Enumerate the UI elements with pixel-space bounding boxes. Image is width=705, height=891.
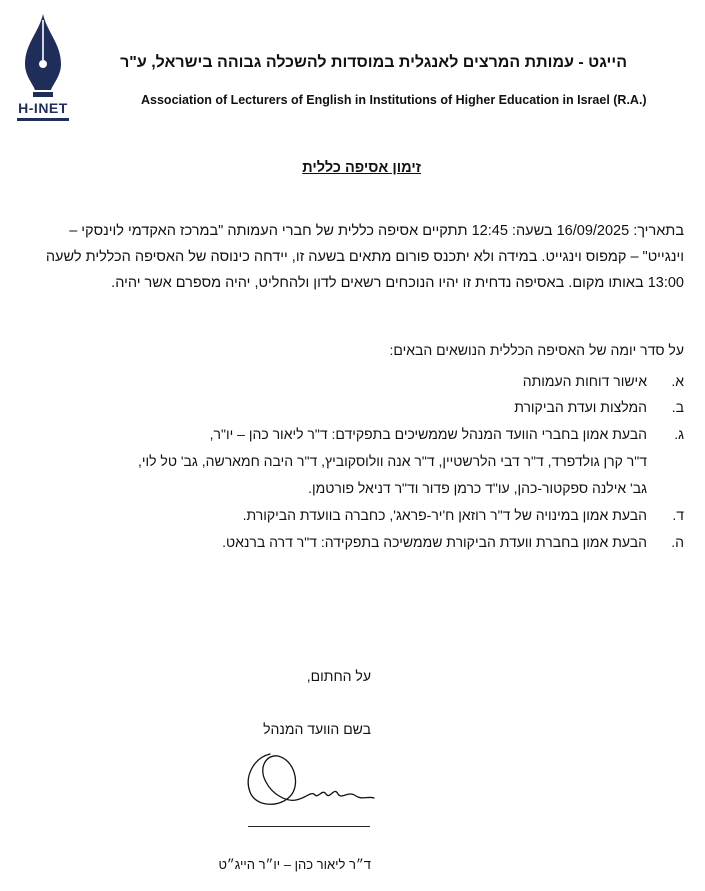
body-line-1: בתאריך: 16/09/2025 בשעה: 12:45 תתקיים אסיפה כללית של חברי העמותה "במרכז האקדמי לוינסקי – (69, 223, 684, 239)
agenda-item-c-line-3: גב' אילנה ספקטור-כהן, עו"ד כרמן פדור וד"ר דניאל פורטמן. (308, 480, 647, 496)
body-line-2: וינגייט" – קמפוס וינגייט. במידה ולא יתכנס פורום מתאים בשעה זו, יידחה כינוסה של האסיפה הכללית לשעה (45, 249, 684, 265)
header-hebrew-title: הייגט - עמותת המרצים לאנגלית במוסדות להשכלה גבוהה בישראל, ע"ר (120, 54, 627, 71)
agenda-item-c-line-2: ד"ר קרן גולדפרד, ד"ר דבי הלרשטיין, ד"ר אנה וולוסקוביץ, ד"ר היבה חמארשה, גב' טל לוי, (137, 453, 647, 469)
agenda-item-a: אישור דוחות העמותה (522, 373, 647, 389)
agenda-item-c-line-1: הבעת אמון בחברי הוועד המנהל שממשיכים בתפקידם: ד"ר ליאור כהן – יו"ר, (209, 426, 647, 442)
agenda-intro: על סדר יומה של האסיפה הכללית הנושאים הבאים: (389, 342, 684, 358)
signed-label: על החתום, (306, 668, 371, 684)
agenda-item-e: הבעת אמון בחברת וועדת הביקורת שממשיכה בתפקידה: ד"ר דרה ברנאט. (222, 534, 647, 550)
fountain-pen-nib-icon (17, 14, 69, 98)
body-line-3: 13:00 באותו מקום. באסיפה נדחית זו יהיו הנוכחים רשאים לדון ולהחליט, יהיה מספרם אשר יהיה. (111, 275, 684, 291)
agenda-letter-a: א. (671, 373, 684, 389)
header-english-title: Association of Lecturers of English in Institutions of Higher Education in Israel (R.A.) (141, 93, 647, 107)
logo-underline (17, 118, 69, 121)
agenda-letter-d: ד. (672, 507, 684, 523)
signature-line (248, 826, 370, 827)
agenda-item-d: הבעת אמון במינויה של ד"ר רוזאן ח'יר-פראג', כחברה בוועדת הביקורת. (242, 507, 647, 523)
logo-text: H-INET (18, 100, 68, 116)
agenda-letter-e: ה. (671, 534, 684, 550)
agenda-letter-c: ג. (674, 426, 684, 442)
document-title: זימון אסיפה כללית (302, 160, 421, 176)
agenda-letter-b: ב. (671, 399, 684, 415)
signer-name: ד״ר ליאור כהן – יו״ר הייג״ט (218, 857, 371, 872)
on-behalf-label: בשם הוועד המנהל (263, 721, 371, 737)
handwritten-signature (236, 742, 376, 822)
agenda-item-b: המלצות ועדת הביקורת (514, 399, 647, 415)
hinet-logo (17, 14, 69, 122)
